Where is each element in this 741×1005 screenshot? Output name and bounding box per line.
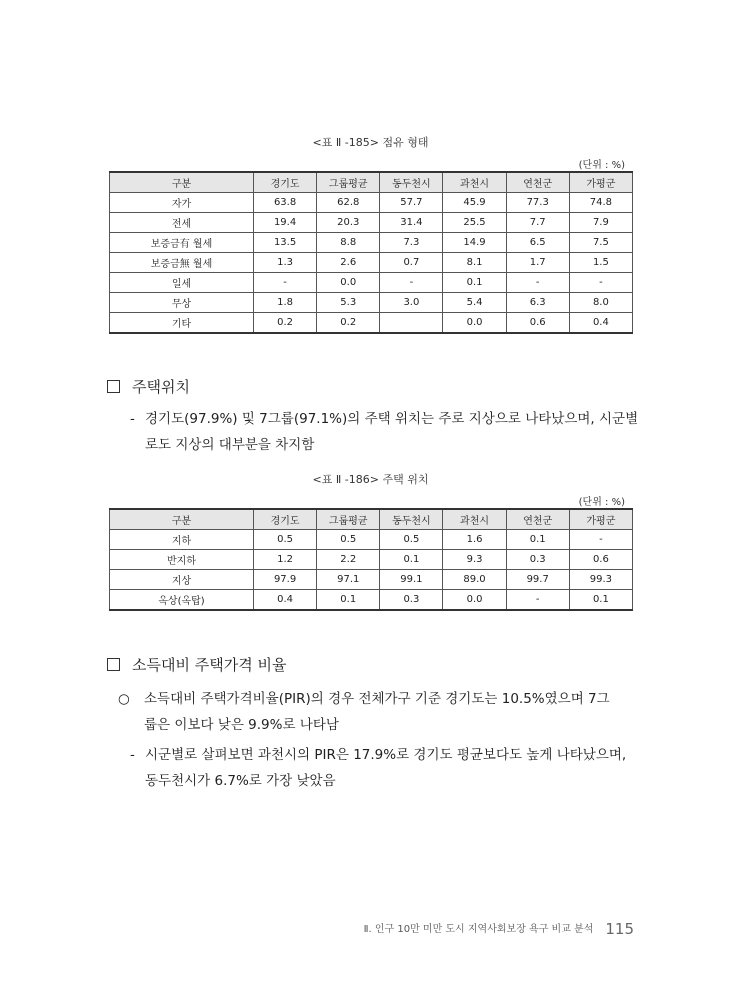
table-cell: 7.9 <box>569 213 632 233</box>
housing-location-table <box>109 508 633 611</box>
column-header: 연천군 <box>506 509 569 530</box>
table-cell: - <box>506 590 569 611</box>
table1-caption: <표 Ⅱ -185> 점유 형태 <box>312 136 429 149</box>
column-header: 구분 <box>110 509 254 530</box>
column-header: 가평군 <box>569 509 632 530</box>
table-cell: 13.5 <box>254 233 317 253</box>
paragraph-line: 시군별로 살펴보면 과천시의 PIR은 17.9%로 경기도 평균보다도 높게 나타났으며, <box>145 747 627 763</box>
table1-unit: (단위 : %) <box>578 160 625 171</box>
table-cell: 0.5 <box>254 530 317 550</box>
table-cell: 7.3 <box>380 233 443 253</box>
table-cell: 62.8 <box>317 193 380 213</box>
table-cell: 0.3 <box>506 550 569 570</box>
table-row <box>110 570 633 590</box>
table-cell: 7.5 <box>569 233 632 253</box>
table-cell: 0.0 <box>443 313 506 334</box>
column-header: 그룹평균 <box>317 172 380 193</box>
table-cell: 2.6 <box>317 253 380 273</box>
table-cell: 45.9 <box>443 193 506 213</box>
row-label-cell: 보증금有 월세 <box>110 233 254 253</box>
paragraph-line: 소득대비 주택가격비율(PIR)의 경우 전체가구 기준 경기도는 10.5%였으며 7그 <box>144 691 610 707</box>
table-cell: 8.1 <box>443 253 506 273</box>
row-label-cell: 기타 <box>110 313 254 334</box>
row-label-cell: 무상 <box>110 293 254 313</box>
column-header: 연천군 <box>506 172 569 193</box>
table-cell: 89.0 <box>443 570 506 590</box>
paragraph-line: 동두천시가 6.7%로 가장 낮았음 <box>145 773 336 789</box>
table-cell: 1.6 <box>443 530 506 550</box>
column-header: 과천시 <box>443 509 506 530</box>
table-cell: 0.5 <box>380 530 443 550</box>
table-cell: 74.8 <box>569 193 632 213</box>
column-header: 가평군 <box>569 172 632 193</box>
table2-unit: (단위 : %) <box>578 497 625 508</box>
table-cell: 19.4 <box>254 213 317 233</box>
row-label-cell: 지하 <box>110 530 254 550</box>
column-header: 과천시 <box>443 172 506 193</box>
table-cell: 8.0 <box>569 293 632 313</box>
table-cell: 0.4 <box>254 590 317 611</box>
pir-paragraph <box>118 686 640 738</box>
page-footer <box>364 920 634 938</box>
column-header: 경기도 <box>254 509 317 530</box>
table-cell: 20.3 <box>317 213 380 233</box>
column-header: 그룹평균 <box>317 509 380 530</box>
occupancy-type-table <box>109 171 633 334</box>
table-row <box>110 233 633 253</box>
table-cell: 1.2 <box>254 550 317 570</box>
table-cell: 77.3 <box>506 193 569 213</box>
table-cell <box>380 313 443 334</box>
table-cell: 14.9 <box>443 233 506 253</box>
table-cell: - <box>506 273 569 293</box>
housing-location-paragraph <box>130 406 640 458</box>
table-cell: 0.7 <box>380 253 443 273</box>
section-title: 소득대비 주택가격 비율 <box>132 656 287 674</box>
column-header: 구분 <box>110 172 254 193</box>
section-pir <box>107 654 286 675</box>
row-label-cell: 옥상(옥탑) <box>110 590 254 611</box>
dash-bullet: - <box>130 747 135 763</box>
table-cell: 0.6 <box>569 550 632 570</box>
table-cell: 5.3 <box>317 293 380 313</box>
table2-caption: <표 Ⅱ -186> 주택 위치 <box>312 473 429 486</box>
table-cell: 31.4 <box>380 213 443 233</box>
paragraph-line: 경기도(97.9%) 및 7그룹(97.1%)의 주택 위치는 주로 지상으로 나타났으며, 시군별 <box>145 411 639 427</box>
circle-bullet-icon: ○ <box>118 691 130 707</box>
table-row <box>110 213 633 233</box>
row-label-cell: 반지하 <box>110 550 254 570</box>
row-label-cell: 일세 <box>110 273 254 293</box>
table-cell: 2.2 <box>317 550 380 570</box>
table-cell: 0.2 <box>317 313 380 334</box>
table-cell: 1.3 <box>254 253 317 273</box>
table-row <box>110 550 633 570</box>
table-cell: 3.0 <box>380 293 443 313</box>
table-cell: 0.1 <box>506 530 569 550</box>
page-number: 115 <box>605 920 634 938</box>
footer-chapter-title: Ⅱ. 인구 10만 미만 도시 지역사회보장 욕구 비교 분석 <box>363 924 594 935</box>
table-cell: 0.1 <box>443 273 506 293</box>
column-header: 경기도 <box>254 172 317 193</box>
table-cell: 0.5 <box>317 530 380 550</box>
table-cell: 63.8 <box>254 193 317 213</box>
table-header-row <box>110 172 633 193</box>
row-label-cell: 전세 <box>110 213 254 233</box>
table-cell: - <box>569 530 632 550</box>
table-cell: 0.1 <box>569 590 632 611</box>
table-cell: 1.5 <box>569 253 632 273</box>
row-label-cell: 지상 <box>110 570 254 590</box>
square-bullet-icon <box>107 380 120 393</box>
table-cell: 9.3 <box>443 550 506 570</box>
table-cell: 0.4 <box>569 313 632 334</box>
square-bullet-icon <box>107 658 120 671</box>
table-cell: - <box>380 273 443 293</box>
table-cell: - <box>569 273 632 293</box>
table-row <box>110 293 633 313</box>
table-cell: 0.3 <box>380 590 443 611</box>
table-cell: 99.7 <box>506 570 569 590</box>
table-cell: 0.2 <box>254 313 317 334</box>
table-cell: - <box>254 273 317 293</box>
table-row <box>110 193 633 213</box>
table-cell: 6.3 <box>506 293 569 313</box>
table-cell: 99.3 <box>569 570 632 590</box>
table-cell: 57.7 <box>380 193 443 213</box>
column-header: 동두천시 <box>380 172 443 193</box>
section-housing-location <box>107 376 190 397</box>
table-cell: 8.8 <box>317 233 380 253</box>
section-title: 주택위치 <box>132 378 190 396</box>
table-row <box>110 313 633 334</box>
table-cell: 1.8 <box>254 293 317 313</box>
table-row <box>110 273 633 293</box>
table-cell: 7.7 <box>506 213 569 233</box>
table-cell: 0.6 <box>506 313 569 334</box>
table-cell: 97.1 <box>317 570 380 590</box>
table-cell: 0.1 <box>317 590 380 611</box>
pir-detail-paragraph <box>130 742 640 794</box>
table-row <box>110 530 633 550</box>
table-cell: 1.7 <box>506 253 569 273</box>
table-cell: 0.0 <box>443 590 506 611</box>
dash-bullet: - <box>130 411 135 427</box>
table-header-row <box>110 509 633 530</box>
table-cell: 97.9 <box>254 570 317 590</box>
table-cell: 99.1 <box>380 570 443 590</box>
table-cell: 0.1 <box>380 550 443 570</box>
table-cell: 5.4 <box>443 293 506 313</box>
table-cell: 0.0 <box>317 273 380 293</box>
paragraph-line: 로도 지상의 대부분을 차지함 <box>145 437 315 453</box>
paragraph-line: 룹은 이보다 낮은 9.9%로 나타남 <box>144 717 339 733</box>
row-label-cell: 자가 <box>110 193 254 213</box>
row-label-cell: 보증금無 월세 <box>110 253 254 273</box>
table-cell: 6.5 <box>506 233 569 253</box>
table-cell: 25.5 <box>443 213 506 233</box>
column-header: 동두천시 <box>380 509 443 530</box>
table-row <box>110 253 633 273</box>
table-row <box>110 590 633 611</box>
